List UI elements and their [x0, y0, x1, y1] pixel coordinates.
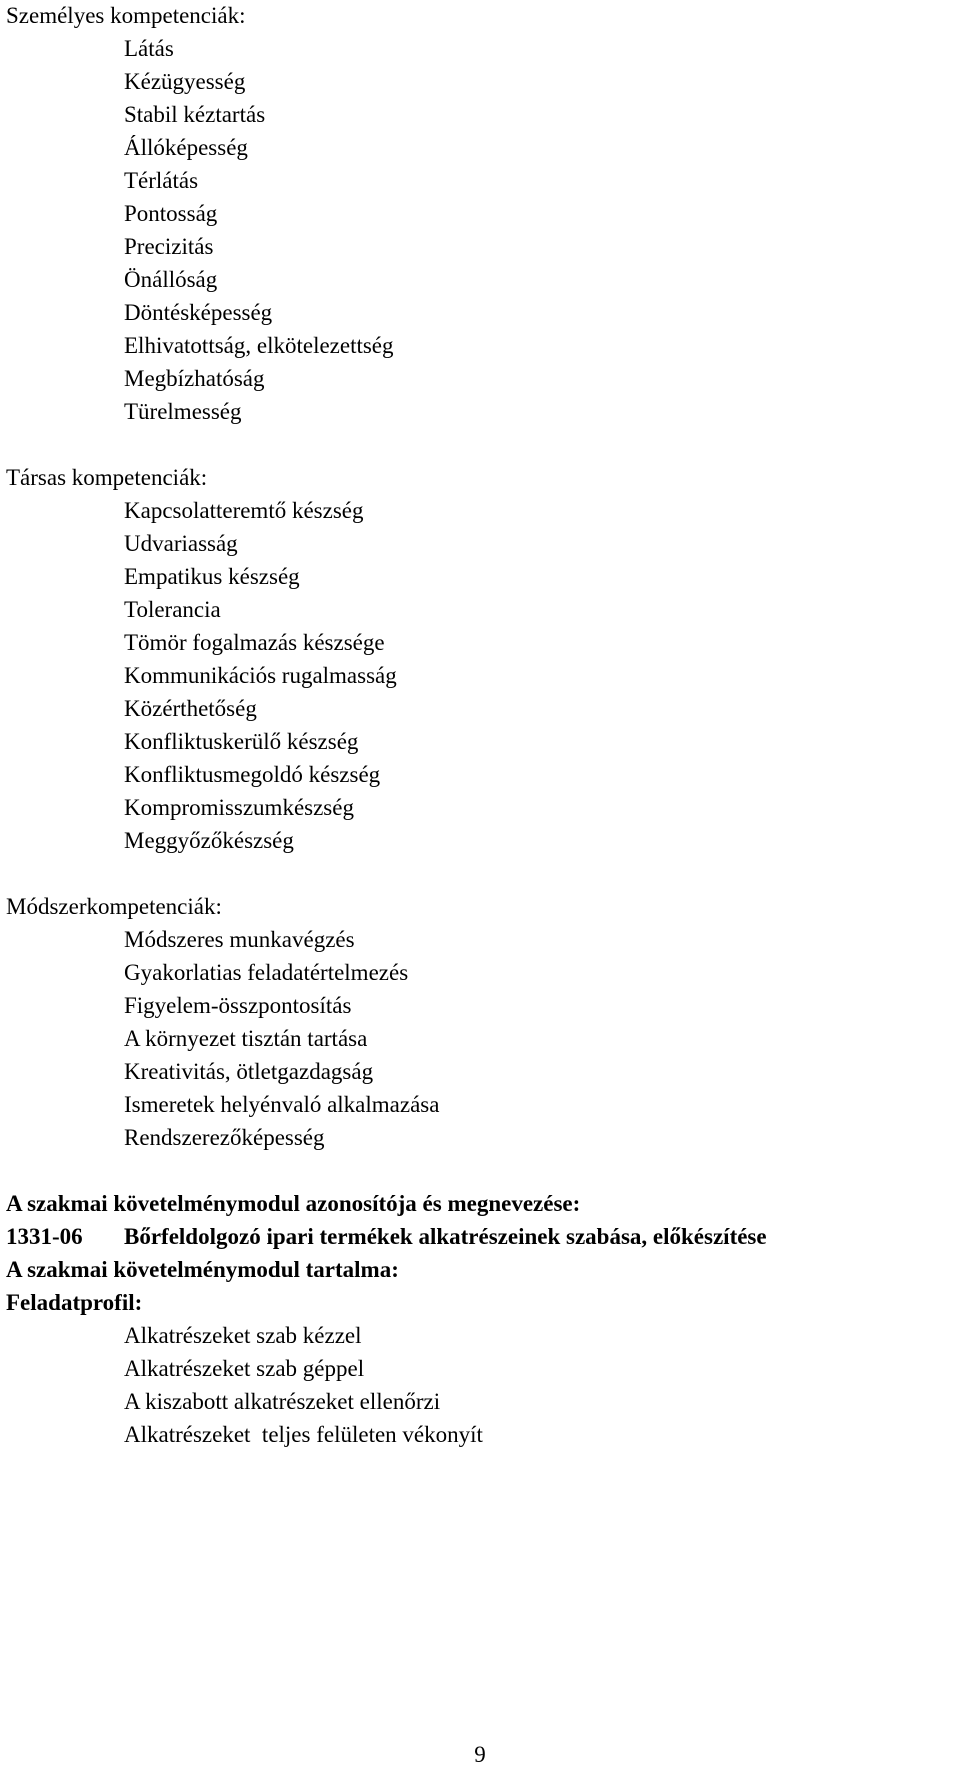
list-item: Alkatrészeket szab kézzel [124, 1323, 362, 1348]
list-item: Elhivatottság, elkötelezettség [124, 333, 394, 358]
page-number: 9 [474, 1742, 486, 1767]
list-item: Látás [124, 36, 174, 61]
list-item: Gyakorlatias feladatértelmezés [124, 960, 409, 985]
list-item: Stabil kéztartás [124, 102, 266, 127]
list-item: Precizitás [124, 234, 214, 259]
list-item: A környezet tisztán tartása [124, 1026, 368, 1051]
list-item: Empatikus készség [124, 564, 300, 589]
list-item: A kiszabott alkatrészeket ellenőrzi [124, 1389, 441, 1414]
task-profile-heading: Feladatprofil: [6, 1290, 143, 1315]
list-item: Alkatrészeket teljes felületen vékonyít [124, 1422, 483, 1447]
list-item: Térlátás [124, 168, 199, 193]
method-competencies-heading: Módszerkompetenciák: [6, 894, 222, 919]
module-title [6, 1223, 767, 1251]
list-item: Türelmesség [124, 399, 242, 424]
list-item: Tömör fogalmazás készsége [124, 630, 385, 655]
list-item: Kézügyesség [124, 69, 246, 94]
list-item: Közérthetőség [124, 696, 257, 721]
module-code: 1331-06 [6, 1224, 83, 1249]
module-name: Bőrfeldolgozó ipari termékek alkatrészeinek szabása, előkészítése [124, 1224, 767, 1249]
list-item: Kreativitás, ötletgazdagság [124, 1059, 374, 1084]
list-item: Figyelem-összpontosítás [124, 993, 352, 1018]
list-item: Kapcsolatteremtő készség [124, 498, 364, 523]
list-item: Kommunikációs rugalmasság [124, 663, 397, 688]
module-id-heading: A szakmai követelménymodul azonosítója és megnevezése: [6, 1191, 581, 1216]
personal-competencies-heading: Személyes kompetenciák: [6, 3, 246, 28]
list-item: Konfliktuskerülő készség [124, 729, 359, 754]
list-item: Rendszerezőképesség [124, 1125, 325, 1150]
list-item: Pontosság [124, 201, 218, 226]
list-item: Ismeretek helyénvaló alkalmazása [124, 1092, 440, 1117]
module-content-heading: A szakmai követelménymodul tartalma: [6, 1257, 399, 1282]
list-item: Tolerancia [124, 597, 221, 622]
list-item: Állóképesség [124, 135, 248, 160]
list-item: Módszeres munkavégzés [124, 927, 355, 952]
list-item: Konfliktusmegoldó készség [124, 762, 381, 787]
list-item: Döntésképesség [124, 300, 273, 325]
list-item: Kompromisszumkészség [124, 795, 354, 820]
social-competencies-heading: Társas kompetenciák: [6, 465, 208, 490]
list-item: Megbízhatóság [124, 366, 265, 391]
list-item: Udvariasság [124, 531, 238, 556]
list-item: Alkatrészeket szab géppel [124, 1356, 365, 1381]
list-item: Meggyőzőkészség [124, 828, 294, 853]
list-item: Önállóság [124, 267, 218, 292]
